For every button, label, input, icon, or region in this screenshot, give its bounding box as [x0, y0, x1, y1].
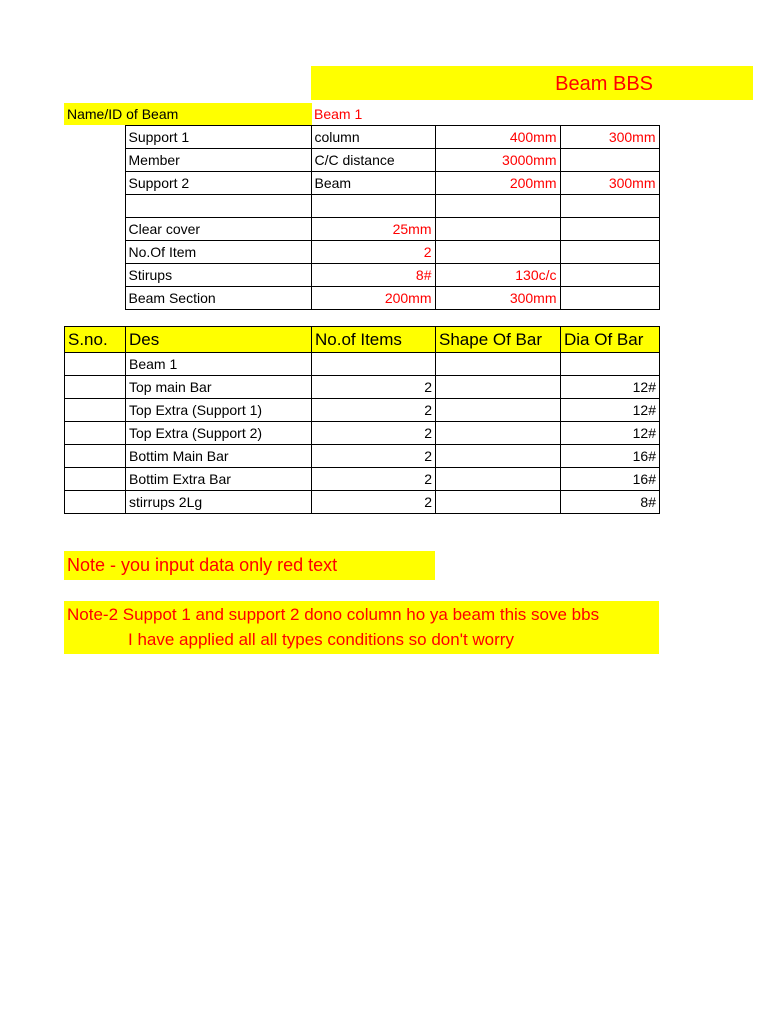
info-cell-value[interactable]: 400mm [435, 126, 560, 149]
note-2-line-2: I have applied all all types conditions so don't worry [128, 630, 514, 649]
info-cell-label[interactable]: Support 1 [125, 126, 311, 149]
note-1-text: Note - you input data only red text [67, 555, 338, 575]
info-cell-value[interactable] [560, 218, 659, 241]
info-cell-value[interactable]: 3000mm [435, 149, 560, 172]
cell-dia[interactable]: 12# [561, 422, 660, 445]
info-row [64, 149, 659, 172]
info-cell-value[interactable]: 130c/c [435, 264, 560, 287]
cell-des[interactable]: Top Extra (Support 1) [126, 399, 312, 422]
info-cell-value[interactable]: 2 [311, 241, 435, 264]
info-spacer [64, 287, 125, 310]
info-spacer [64, 126, 125, 149]
cell-dia[interactable] [561, 353, 660, 376]
cell-sno[interactable] [65, 353, 126, 376]
cell-sno[interactable] [65, 376, 126, 399]
bbs-row [65, 399, 660, 422]
cell-shape[interactable] [436, 353, 561, 376]
title-band [311, 66, 753, 100]
cell-items[interactable] [312, 353, 436, 376]
cell-sno[interactable] [65, 399, 126, 422]
info-cell-value[interactable]: C/C distance [311, 149, 435, 172]
info-cell-label[interactable]: Clear cover [125, 218, 311, 241]
info-cell-value[interactable]: 8# [311, 264, 435, 287]
info-cell-value[interactable]: Beam [311, 172, 435, 195]
cell-dia[interactable]: 8# [561, 491, 660, 514]
bbs-row [65, 445, 660, 468]
header-shape[interactable]: Shape Of Bar [436, 327, 561, 353]
info-cell-value[interactable] [435, 218, 560, 241]
header-dia[interactable]: Dia Of Bar [561, 327, 660, 353]
cell-shape[interactable] [436, 376, 561, 399]
info-cell-value[interactable]: 25mm [311, 218, 435, 241]
cell-des[interactable]: Beam 1 [126, 353, 312, 376]
bbs-header-row [65, 327, 660, 353]
cell-items[interactable]: 2 [312, 376, 436, 399]
bbs-table [64, 326, 660, 514]
cell-dia[interactable]: 16# [561, 468, 660, 491]
header-items[interactable]: No.of Items [312, 327, 436, 353]
cell-shape[interactable] [436, 491, 561, 514]
cell-dia[interactable]: 12# [561, 399, 660, 422]
info-row [64, 218, 659, 241]
note-2 [64, 601, 659, 654]
info-cell-value[interactable]: 300mm [560, 126, 659, 149]
info-row [64, 172, 659, 195]
note-2-line-1: Note-2 Suppot 1 and support 2 dono column ho ya beam this sove bbs [67, 605, 600, 624]
cell-dia[interactable]: 12# [561, 376, 660, 399]
sheet-title: Beam BBS [555, 73, 653, 95]
info-cell-label[interactable]: Stirups [125, 264, 311, 287]
info-spacer [64, 195, 125, 218]
info-cell-value[interactable]: 300mm [560, 172, 659, 195]
info-spacer [64, 172, 125, 195]
cell-shape[interactable] [436, 399, 561, 422]
bbs-row [65, 491, 660, 514]
info-cell-value[interactable] [560, 264, 659, 287]
info-cell-label[interactable]: Member [125, 149, 311, 172]
cell-des[interactable]: Top Extra (Support 2) [126, 422, 312, 445]
bbs-row [65, 353, 660, 376]
cell-des[interactable]: stirrups 2Lg [126, 491, 312, 514]
cell-shape[interactable] [436, 468, 561, 491]
beam-name-label-cell[interactable] [64, 103, 312, 125]
beam-info-table [64, 125, 660, 310]
cell-sno[interactable] [65, 468, 126, 491]
cell-des[interactable]: Bottim Extra Bar [126, 468, 312, 491]
cell-items[interactable]: 2 [312, 468, 436, 491]
info-row [64, 241, 659, 264]
cell-shape[interactable] [436, 422, 561, 445]
bbs-row [65, 468, 660, 491]
bbs-row [65, 422, 660, 445]
note-1 [64, 551, 435, 580]
header-sno[interactable]: S.no. [65, 327, 126, 353]
info-cell-value[interactable] [560, 241, 659, 264]
info-spacer [64, 218, 125, 241]
info-cell-label[interactable]: No.Of Item [125, 241, 311, 264]
beam-name-value[interactable]: Beam 1 [314, 106, 363, 122]
cell-items[interactable]: 2 [312, 422, 436, 445]
cell-sno[interactable] [65, 445, 126, 468]
info-cell-value[interactable]: column [311, 126, 435, 149]
cell-sno[interactable] [65, 422, 126, 445]
cell-des[interactable]: Bottim Main Bar [126, 445, 312, 468]
info-cell-value[interactable] [435, 195, 560, 218]
info-cell-value[interactable] [435, 241, 560, 264]
info-row [64, 195, 659, 218]
info-cell-value[interactable] [560, 195, 659, 218]
cell-items[interactable]: 2 [312, 399, 436, 422]
cell-items[interactable]: 2 [312, 491, 436, 514]
info-spacer [64, 264, 125, 287]
info-cell-value[interactable] [560, 149, 659, 172]
info-cell-value[interactable] [311, 195, 435, 218]
info-row [64, 126, 659, 149]
info-cell-label[interactable]: Beam Section [125, 287, 311, 310]
bbs-row [65, 376, 660, 399]
cell-sno[interactable] [65, 491, 126, 514]
cell-des[interactable]: Top main Bar [126, 376, 312, 399]
info-cell-label[interactable] [125, 195, 311, 218]
info-row [64, 264, 659, 287]
header-des[interactable]: Des [126, 327, 312, 353]
info-cell-value[interactable]: 300mm [435, 287, 560, 310]
info-cell-label[interactable]: Support 2 [125, 172, 311, 195]
info-cell-value[interactable]: 200mm [311, 287, 435, 310]
info-cell-value[interactable]: 200mm [435, 172, 560, 195]
info-spacer [64, 241, 125, 264]
beam-name-label: Name/ID of Beam [67, 106, 179, 122]
cell-items[interactable]: 2 [312, 445, 436, 468]
info-row [64, 287, 659, 310]
cell-shape[interactable] [436, 445, 561, 468]
cell-dia[interactable]: 16# [561, 445, 660, 468]
info-spacer [64, 149, 125, 172]
info-cell-value[interactable] [560, 287, 659, 310]
